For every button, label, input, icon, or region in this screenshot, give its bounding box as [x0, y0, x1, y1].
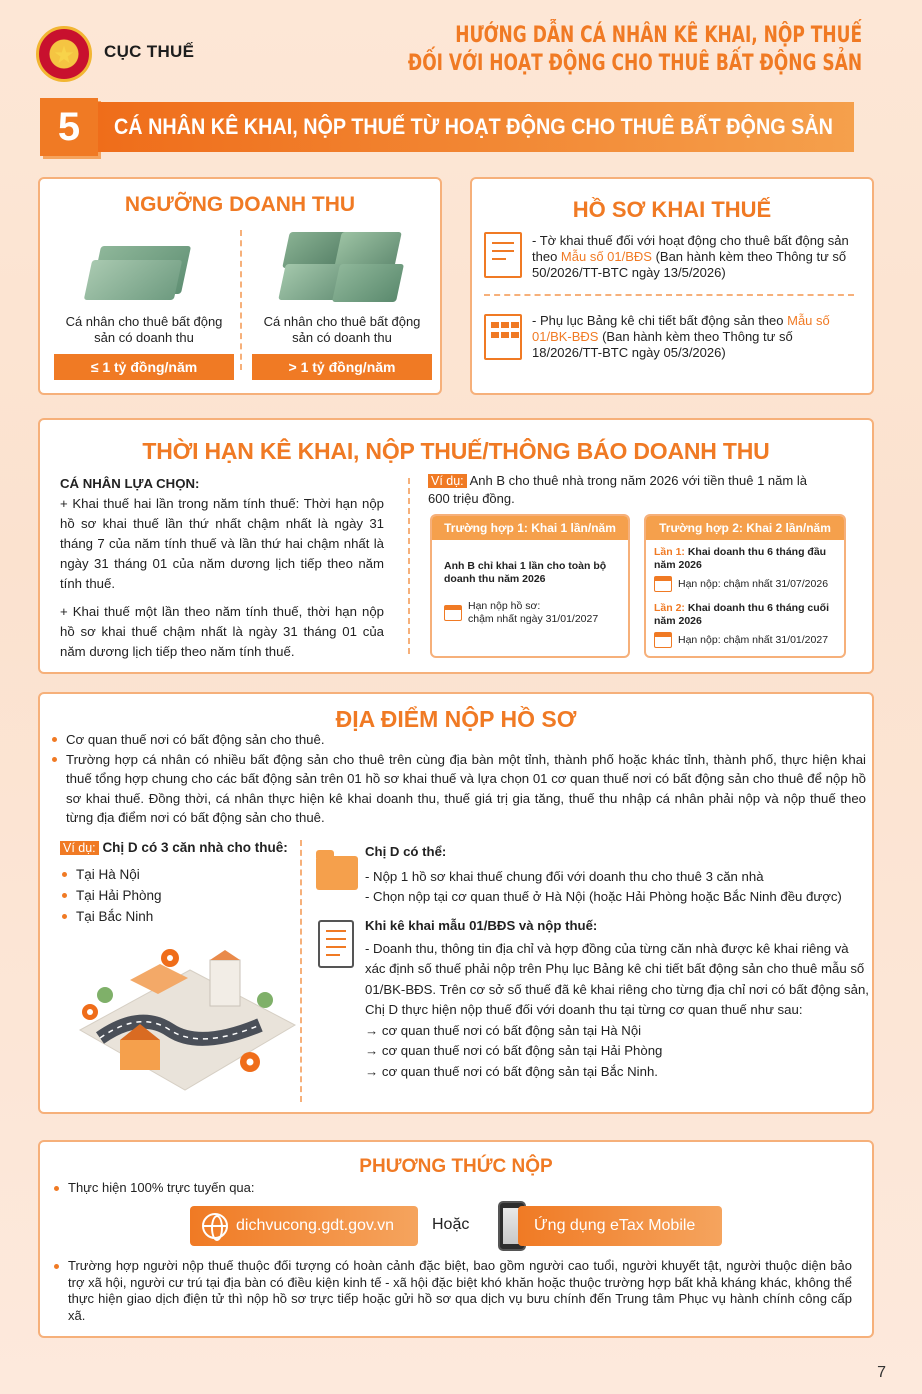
- section-title: CÁ NHÂN KÊ KHAI, NỘP THUẾ TỪ HOẠT ĐỘNG CHO THUÊ BẤT ĐỘNG SẢN: [114, 114, 833, 139]
- folder-icon: [316, 856, 358, 890]
- website-url: dichvucong.gdt.gov.vn: [236, 1217, 395, 1234]
- can-item-1: - Nộp 1 hồ sơ khai thuế chung đối với doanh thu cho thuê 3 căn nhà: [365, 868, 764, 884]
- city-item: Tại Bắc Ninh: [58, 906, 162, 927]
- location-title: ĐỊA ĐIỂM NỘP HỒ SƠ: [335, 706, 577, 732]
- dossier-card: [470, 177, 874, 395]
- emblem-logo: ★: [36, 26, 92, 82]
- arrow-item: → cơ quan thuế nơi có bất động sản tại Hà Nội: [365, 1022, 642, 1038]
- threshold-left: [54, 314, 234, 380]
- form-section: [365, 916, 870, 1082]
- city-map-illustration: [60, 920, 300, 1100]
- choice-heading: CÁ NHÂN LỰA CHỌN:: [60, 476, 200, 491]
- threshold-left-value: ≤ 1 tỷ đồng/năm: [54, 354, 234, 380]
- location-bullet-1: Cơ quan thuế nơi có bất động sản cho thuê.: [50, 730, 866, 750]
- form-01-bds: Mẫu số 01/BĐS: [560, 249, 652, 264]
- case-2-l2-tag: Lần 2:: [654, 602, 685, 614]
- location-example-text: Chị D có 3 căn nhà cho thuê:: [102, 840, 288, 855]
- website-link[interactable]: [190, 1206, 418, 1246]
- threshold-right-label: Cá nhân cho thuê bất động sản có doanh thu: [263, 314, 421, 345]
- option-one-time: + Khai thuế một lần theo năm tính thuế, thời hạn nộp hồ sơ khai thuế chậm nhất là ngày 31 tháng 01 của năm dương lịch tiếp theo năm tính thuế.: [60, 604, 384, 659]
- page-number: 7: [877, 1364, 886, 1381]
- dossier-item-2: - Phụ lục Bảng kê chi tiết bất động sản theo Mẫu số 01/BK-BĐS (Ban hành kèm theo Thông tư số 18/2026/TT-BTC ngày 05/3/2026): [532, 313, 830, 360]
- case-2-box: [644, 514, 846, 658]
- document-title: [408, 22, 862, 78]
- section-title-bar: [98, 102, 854, 152]
- arrow-item: → cơ quan thuế nơi có bất động sản tại Bắc Ninh.: [365, 1063, 658, 1079]
- arrow-item: → cơ quan thuế nơi có bất động sản tại Hải Phòng: [365, 1043, 663, 1058]
- location-divider: [300, 840, 302, 1102]
- threshold-left-label: Cá nhân cho thuê bất động sản có doanh thu: [65, 314, 223, 345]
- case-2-l1-desc: Khai doanh thu 6 tháng đầu năm 2026: [654, 546, 827, 571]
- calendar-icon: [444, 605, 462, 621]
- can-section: [365, 842, 870, 908]
- option-two-times: + Khai thuế hai lần trong năm tính thuế: Thời hạn nộp hồ sơ khai thuế lần thứ nhất chậm nhất là ngày 31 tháng 7 của năm tính thuế và lần thứ hai chậm nhất là ngày 31 tháng 01 của năm dương lịch tiếp theo năm tính thuế.: [60, 496, 384, 591]
- threshold-title: NGƯỠNG DOANH THU: [124, 193, 356, 216]
- case-1-head: Trường hợp 1: Khai 1 lần/năm: [432, 516, 628, 540]
- deadline-example: [428, 472, 828, 507]
- table-grid-icon: [484, 314, 522, 360]
- threshold-right-value: > 1 tỷ đồng/năm: [252, 354, 432, 380]
- checklist-icon: [318, 920, 354, 968]
- city-item: Tại Hà Nội: [58, 864, 162, 885]
- document-title-line1: HƯỚNG DẪN CÁ NHÂN KÊ KHAI, NỘP THUẾ: [455, 23, 862, 48]
- city-item: Tại Hải Phòng: [58, 885, 162, 906]
- dossier-divider: [484, 294, 854, 296]
- agency-name: CỤC THUẾ: [104, 42, 195, 61]
- calendar-icon: [654, 632, 672, 648]
- dossier-title: HỒ SƠ KHAI THUẾ: [572, 197, 772, 222]
- location-bullets: [50, 730, 866, 828]
- can-item-2: - Chọn nộp tại cơ quan thuế ở Hà Nội (hoặc Hải Phòng hoặc Bắc Ninh đều được): [365, 889, 842, 904]
- calendar-icon: [654, 576, 672, 592]
- etax-app-label: Ứng dụng eTax Mobile: [534, 1217, 696, 1234]
- document-title-line2: ĐỐI VỚI HOẠT ĐỘNG CHO THUÊ BẤT ĐỘNG SẢN: [407, 51, 862, 76]
- section-number: 5: [40, 98, 98, 156]
- section-banner: [40, 98, 854, 152]
- money-stack-small-icon: [86, 228, 196, 306]
- deadline-title: THỜI HẠN KÊ KHAI, NỘP THUẾ/THÔNG BÁO DOANH THU: [142, 438, 770, 464]
- online-text: Thực hiện 100% trực tuyến qua:: [52, 1180, 852, 1197]
- money-stack-large-icon: [280, 220, 410, 310]
- threshold-right: [252, 314, 432, 380]
- example-tag: Ví dụ:: [428, 474, 467, 488]
- case-2-head: Trường hợp 2: Khai 2 lần/năm: [646, 516, 844, 540]
- case-1-desc: Anh B chỉ khai 1 lần cho toàn bộ doanh thu năm 2026: [444, 560, 607, 585]
- case-2-l2-desc: Khai doanh thu 6 tháng cuối năm 2026: [654, 602, 830, 627]
- special-case-note: [52, 1258, 852, 1324]
- form-heading: Khi kê khai mẫu 01/BĐS và nộp thuế:: [365, 918, 598, 933]
- dossier-item-1: - Tờ khai thuế đối với hoạt động cho thuê bất động sản theo Mẫu số 01/BĐS (Ban hành kèm theo Thông tư số 50/2026/TT-BTC ngày 13/5/2026): [532, 233, 849, 280]
- document-icon: [484, 232, 522, 278]
- location-bullet-2: Trường hợp cá nhân có nhiều bất động sản cho thuê trên cùng địa bàn một tỉnh, thành phố hoặc khác tỉnh, thành phố, thực hiện khai thuế tổng hợp chung cho các bất động sản trên 01 hồ sơ khai thuế và lựa chọn 01 cơ quan thuế nơi có bất động sản cho thuê để nộp hồ sơ khai thuế. Đồng thời, cá nhân thực hiện kê khai doanh thu, thuế giá trị gia tăng, thuế thu nhập cá nhân phải nộp và nộp thuế theo từng địa điểm nơi có bất động sản cho thuê.: [50, 750, 866, 828]
- form-01-bk-bds: Mẫu số 01/BK-BĐS: [532, 313, 830, 344]
- payment-title: PHƯƠNG THỨC NỘP: [359, 1156, 553, 1177]
- deadline-divider: [408, 478, 410, 654]
- threshold-divider: [240, 230, 242, 370]
- case-2-l1-due: Hạn nộp: chậm nhất 31/07/2026: [678, 577, 829, 590]
- online-line: [52, 1180, 852, 1197]
- city-list: [58, 864, 162, 927]
- example-text: Anh B cho thuê nhà trong năm 2026 với tiền thuê 1 năm là 600 triệu đồng.: [428, 473, 807, 506]
- can-heading: Chị D có thể:: [365, 844, 447, 859]
- or-label: Hoặc: [432, 1216, 470, 1233]
- case-2-l2-due: Hạn nộp: chậm nhất 31/01/2027: [678, 633, 829, 646]
- case-1-due-value: chậm nhất ngày 31/01/2027: [468, 613, 599, 625]
- case-1-box: [430, 514, 630, 658]
- case-2-l1-tag: Lần 1:: [654, 546, 685, 558]
- etax-app-link[interactable]: [518, 1206, 722, 1246]
- location-example: [60, 840, 288, 855]
- example-tag: Ví dụ:: [60, 841, 99, 855]
- globe-icon: [202, 1213, 228, 1239]
- form-text: - Doanh thu, thông tin địa chỉ và hợp đồng của từng căn nhà được kê khai riêng và xác định số thuế phải nộp trên Phụ lục Bảng kê chi tiết bất động sản cho thuê mẫu số 01/BK-BĐS. Trên cơ sở số thuế đã kê khai riêng cho từng địa chỉ nơi có bất động sản, Chị D thực hiện nộp thuế đối với doanh thu tại từng cơ quan thuế như sau:: [365, 940, 869, 1017]
- special-case-text: Trường hợp người nộp thuế thuộc đối tượng có hoàn cảnh đặc biệt, bao gồm người cao tuổi, người khuyết tật, người thuộc diện bảo trợ xã hội, người cư trú tại địa bàn có điều kiện kinh tế - xã hội đặc biệt khó khăn hoặc thuộc trường hợp bất khả kháng khác, không thể thực hiện giao dịch điện tử thì nộp hồ sơ trực tiếp hoặc gửi hồ sơ qua dịch vụ bưu chính đến Trung tâm Phục vụ hành chính công cấp xã.: [52, 1258, 852, 1324]
- case-1-due-label: Hạn nộp hồ sơ:: [468, 600, 541, 612]
- deadline-options: [60, 474, 384, 662]
